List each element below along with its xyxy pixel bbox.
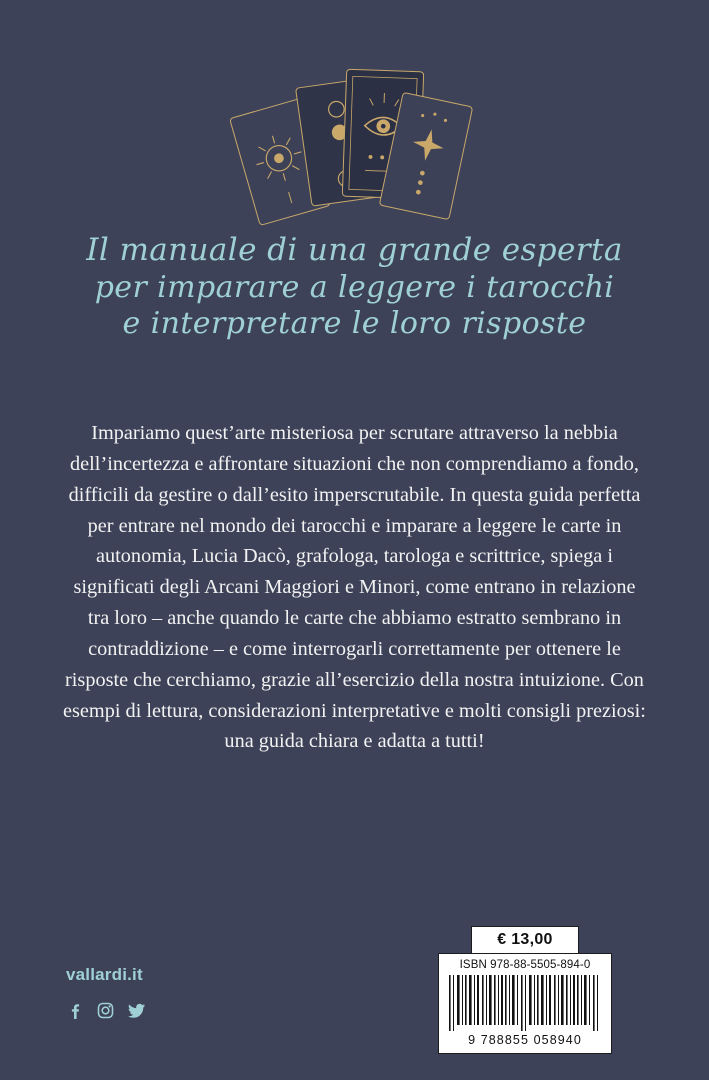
barcode-block [438,926,612,1054]
headline-line-1: Il manuale di una grande esperta [86,232,623,268]
facebook-icon[interactable] [66,1002,83,1019]
twitter-icon[interactable] [128,1002,146,1019]
headline [0,232,709,343]
headline-line-2: per imparare a leggere i tarocchi [94,269,615,305]
publisher-website[interactable]: vallardi.it [66,965,143,984]
tarot-cards-illustration [0,58,709,228]
price-box: € 13,00 [471,926,579,954]
headline-line-3: e interpretare le loro risposte [122,306,587,342]
instagram-icon[interactable] [97,1002,114,1019]
barcode-card [438,953,612,1054]
barcode-number: 9 788855 058940 [468,1033,582,1047]
isbn-text: ISBN 978-88-5505-894-0 [459,959,591,971]
barcode-bars [447,975,603,1031]
social-links [66,1002,146,1019]
blurb-text: Impariamo quest’arte misteriosa per scrutare attraverso la nebbia dell’incertezza e affrontare situazioni che non comprendiamo a fondo, difficili da gestire o dall’esito imperscrutabile. In questa guida perfetta per entrare nel mondo dei tarocchi e imparare a leggere le carte in autonomia, Lucia Dacò, grafologa, tarologa e scrittrice, spiega i significati degli Arcani Maggiori e Minori, come entrano in relazione tra loro – anche quando le carte che abbiamo estratto sembrano in contraddizione – e come interrogarli correttamente per ottenere le risposte che cerchiamo, grazie all’esercizio della nostra intuizione. Con esempi di lettura, considerazioni interpretative e molti consigli preziosi: una guida chiara e adatta a tutti! [63,422,646,753]
